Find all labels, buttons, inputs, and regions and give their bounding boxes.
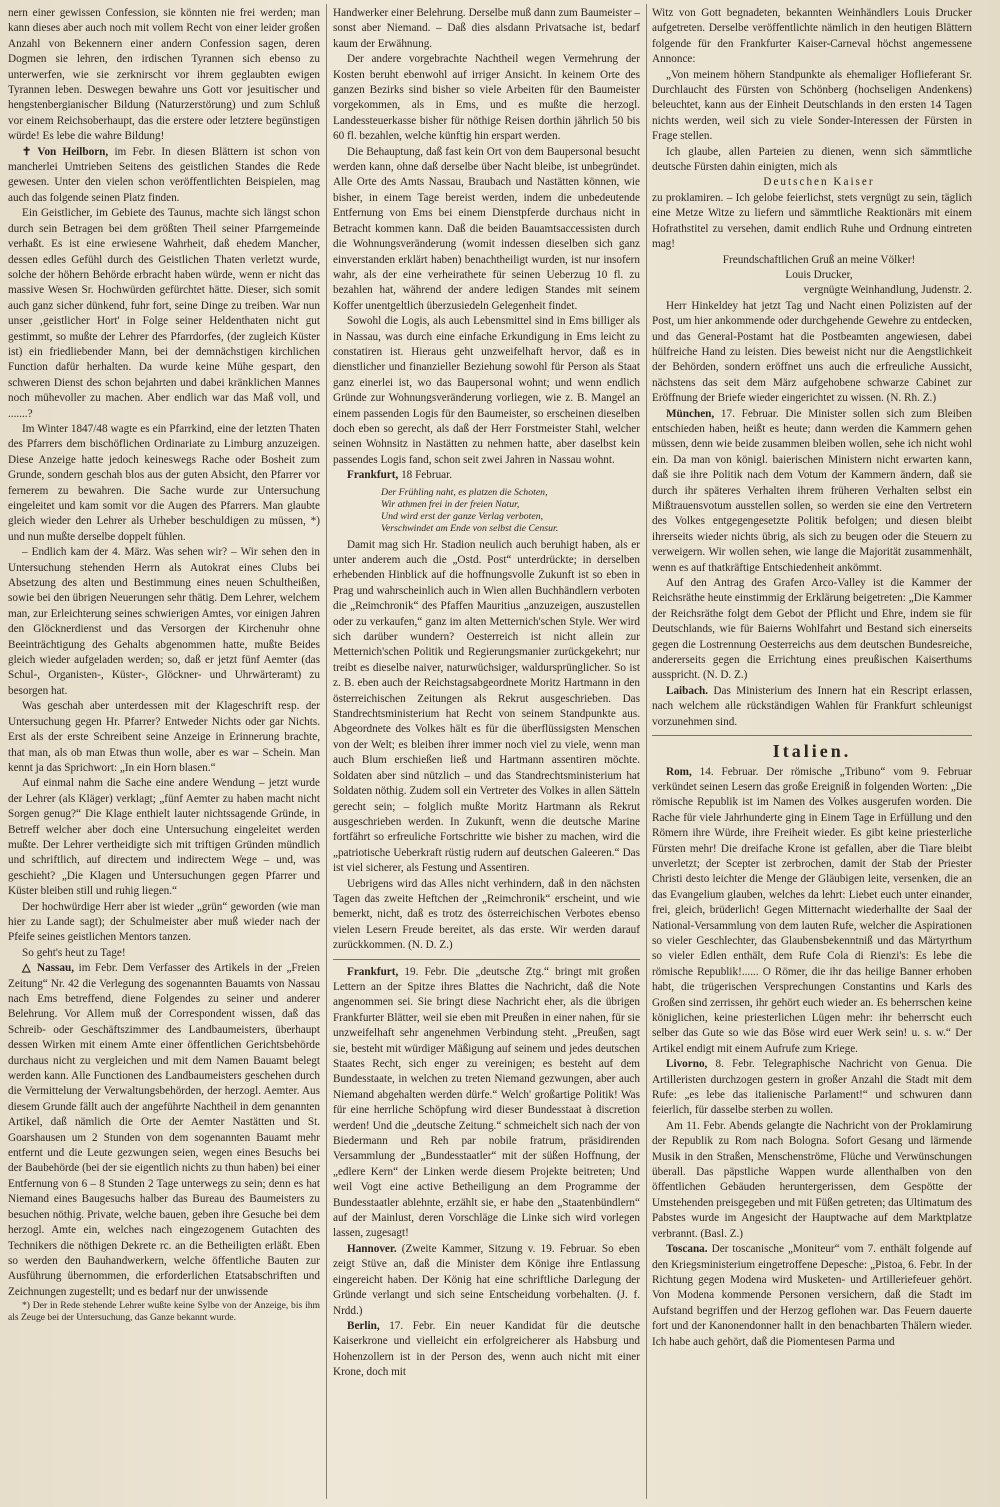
article-paragraph — [652, 253, 972, 268]
paragraph-text: (Zweite Kammer, Sitzung v. 19. Februar. So eben zeigt Stüve an, daß die Minister dem Könige ihre Entlassung eingereicht haben. Der König hat eine schriftliche Darlegung der Gründe verlangt und sich seine Entscheidung vorbehalten. (J. f. Nrdd.) — [333, 1242, 640, 1317]
paragraph-text: im Febr. Dem Verfasser des Artikels in der „Freien Zeitung“ Nr. 42 die Verlegung des sogenannten Bauamts von Nassau nach Ems betreffend, diene Folgendes zu seiner und anderer Belehrung. Vor Allem muß der Correspondent wissen, daß das Schreib- oder Geschäftszimmer des Landbaumeisters, überhaupt dessen Wirken mit einem Amte einer öffentlichen Gerichtsbehörde durchaus nicht zu vergleichen und mit dem Namen Bauamt belegt werden kann. Alle Functionen des Landbaumeisters geschehen durch die Vermittelung der Verwaltungsbehörden, der herzogl. Aemter. Aus diesem Grunde fällt auch der angeführte Nachtheil in dem genannten Artikel, daß nämlich die Orte der Aemter Nastätten und St. Goarshausen um 2 Stunden von dem sogenannten Bauamt mehr entfernt und die Leute gezwungen seien, wegen eines Besuchs bei der Baubehörde (bei der sie eigentlich nichts zu thun haben) bei einer Entfernung von 6 – 8 Stunden 2 Tage unterwegs zu sein; denn es hat Niemand eines Baugesuchs halber das Bureau des Baumeisters zu besuchen nöthig. Private, welche bauen, geben ihre Gesuche bei dem herzogl. Amte ein, welches nach eingezogenem Gutachten des Technikers die nöthigen Dekrete rc. an die Betheiligten erläßt. Eben so werden den Bauhandwerkern, welche öffentliche Bauten zur Ausführung übernommen, die erforderlichen Etatsabschriften und Zeichnungen zugestellt; und es bedarf nur der unwissende — [8, 962, 320, 1298]
article-paragraph — [333, 538, 640, 877]
poem-line: Der Frühling naht, es platzen die Schoten, — [381, 486, 548, 498]
paragraph-text: zu proklamiren. – Ich gelobe feierlichst, stets vergnügt zu sein, täglich eine Metze Witze zu liefern und sämmtliche Reaktionärs mit einem Hofrathstitel zu versehen, damit endlich Ruhe und Ordnung eintreten mag! — [652, 191, 972, 251]
paragraph-text: Louis Drucker, — [785, 268, 853, 281]
dateline: Rom, — [666, 765, 692, 778]
article-paragraph-with-dateline — [333, 468, 640, 483]
article-paragraph — [333, 6, 640, 52]
paragraph-text: – Endlich kam der 4. März. Was sehen wir? – Wir sehen den in Untersuchung stehenden Herrn als Autokrat eines Clubs bei Absetzung des alten und Bestimmung eines neuen Schultheißen, sowie bei den übrigen Neuerungen sehr thätig. Dem Lehrer, welchem man, zur Erleichterung seines schwierigen Amtes, vor einigen Jahren den Glöcknerdienst und das Versorgen der Kirchenuhr ohne Beeinträchtigung des Gehalts abgenommen hatte, mußte Beides gleich wieder aufgeladen werden; so, daß er jetzt fünf Aemter (das Schul-, Organisten-, Küster-, Glöckner- und Uhrwärteramt) zu besorgen hat. — [8, 546, 320, 697]
column-divider — [326, 4, 327, 1499]
article-paragraph — [8, 946, 320, 961]
paragraph-text: Sowohl die Logis, als auch Lebensmittel sind in Ems billiger als in Nassau, was durch eine einfache Erkundigung in Ems leicht zu constatiren ist. Hieraus geht unzweifelhaft hervor, daß es in dienstlicher und finanzieller Beziehung sowohl für Person als Staat ganz einerlei ist, wo das Baupersonal wohnt; und wenn endlich Gründe zur Wohnungsveränderung vorliegen, wie z. B. Mangel an einem passenden Logis für den Baumeister, so erscheinen dieselben doch eben so gerecht, als daß der Herr Forstmeister Stahl, welcher seinen Wohnsitz in Nastätten zu nehmen hatte, aber daselbst kein passendes Logis fand, schon seit zwei Jahren in Nassau wohnt. — [333, 315, 640, 466]
paragraph-text: Auf einmal nahm die Sache eine andere Wendung – jetzt wurde der Lehrer (als Kläger) verklagt; „fünf Aemter zu haben macht nicht Sorgen genug?“ Die Klage enthielt lauter nichtssagende Gründe, in Betreff welcher aber doch eine Untersuchung eingeleitet werden mußte. Der Lehrer vertheidigte sich mit triftigen Gründen mündlich und schriftlich, auf directem und indirectem Wege – und, was geschieht? „Die Klagen und Untersuchungen gegen Pfarrer und Küster bleiben still und ruhig liegen.“ — [8, 777, 320, 898]
article-paragraph — [652, 145, 972, 176]
paragraph-text: Im Winter 1847/48 wagte es ein Pfarrkind, eine der letzten Thaten des Pfarrers dem bischöflichen Ordinariate zu Limburg anzuzeigen. Diese Anzeige hatte jedoch keineswegs Rache oder Bosheit zum Grunde, sondern geschah blos aus der guten Absicht, den Pfarrer vor fernerem zu bewahren. Die Sache wurde zur Untersuchung eingeleitet und kam somit vor die Augen des Pfarrers. Man glaubte gleich wieder den Lehrer als Urheber beschuldigen zu müssen, *) und nun mußte derselbe doppelt fühlen. — [8, 422, 320, 543]
paragraph-text: Italien. — [772, 741, 852, 762]
paragraph-text: 19. Febr. Die „deutsche Ztg.“ bringt mit großen Lettern an der Spitze ihres Blattes die Nachricht, daß die Note angenommen sei. Sie bringt diese Nachricht eher, als die übrigen Frankfurter Blätter, weil sie eben mit Preußen in einer nahen, für sie unzweifelhaft sehr angenehmen Verbindung steht. „Preußen, sagt sie, besteht mit würdiger Mäßigung auf seinem und jedes deutschen Staates Recht, sich enger zu vereinigen; es besteht auf dem Bundesstaate, in welchen zu treten Niemand gezwungen, aber auch Niemand abgehalten werden dürfe.“ Welch' großartige Politik! Was für eine herrliche Schöpfung wird dieser Bundesstaat à discretion werden! Und die „deutsche Zeitung.“ schmeichelt sich nach der von Biedermann und Reh par nobile fratrum, präsidirenden Versammlung der „Bundesstaatler“ mit der süßen Hoffnung, der „edlere Kern“ der Linken werde diesem Projekte beitreten; Und weil Vogt eine active Betheiligung an dem Programme der Bundesstaatler ablehnte, erzählt sie, er habe den „Staatenbündlern“ auf der Mainlust, deren Vorschläge die Linke sich wird vorlegen lassen, zugesagt! — [333, 965, 640, 1240]
paragraph-text: Handwerker einer Belehrung. Derselbe muß dann zum Baumeister – sonst aber Niemand. – Daß dies alsdann Privatsache ist, bedarf kaum der Erwähnung. — [333, 7, 640, 50]
paragraph-text: 17. Februar. Die Minister sollen sich zum Bleiben entschieden haben, heißt es heute; dann werden die Kammern gehen müssen, denn wie beide zusammen bleiben wollen, sehe ich nicht wohl ein. Da man von königl. baierischen Ministern nicht erwarten kann, daß sie ihre Politik nach dem Votum der Kammern ändern, daß sie durch ihr späteres Verhalten ihrem früheren Verhalten selbst ein Mißtrauensvotum ausstellen sollen, so werden sie eine den Vertretern des Volkes entgegengesetzte Politik befolgen; und diesen bleibt ihrerseits wieder nichts übrig, als sich zu beugen oder die Steuern zu verweigern. Wir wollen sehen, wie lange die Majorität zusammenhält, wenn es auf thatkräftige Entschiedenheit ankömmt. — [652, 407, 972, 574]
article-paragraph-with-dateline — [8, 961, 320, 1300]
article-paragraph — [652, 283, 972, 298]
paragraph-text: So geht's heut zu Tage! — [22, 946, 126, 959]
article-paragraph — [8, 6, 320, 145]
paragraph-text: Freundschaftlichen Gruß an meine Völker! — [722, 253, 916, 266]
article-paragraph-with-dateline — [652, 1057, 972, 1119]
paragraph-text: Ein Geistlicher, im Gebiete des Taunus, machte sich längst schon durch sein Betragen bei dem größten Theil seiner Pfarrgemeinde verhaßt. Es ist eine erwiesene Wahrheit, daß ehedem Mancher, dessen edles Gefühl durch des Geistlichen Thaten verletzt wurde, solche der höhern Behörde erbracht haben würde, wenn er nicht das massive Wesen Sr. Hochwürden gefürchtet hätte. Dieser, sich somit auch ganz sicher dünkend, fuhr fort, seine Dinge zu treiben. War nun unser ‚geistlicher Hort' in Folge seiner Heldenthaten nicht gut gestimmt, so mußte der Lehrer des Pfarrdorfes, (der zugleich Küster ist) ein friedliebender Mann, bei der demnächstigen kirchlichen Function dafür herhalten. Da wurde keine Mühe gespart, den schweren Dienst des schon bejahrten und dabei kränklichen Mannes noch mühevoller zu machen. Aber endlich war das Maß voll, und .......? — [8, 207, 320, 420]
poem-line: Wir athmen frei in der freien Natur, — [381, 498, 520, 510]
paragraph-text: *) Der in Rede stehende Lehrer wußte keine Sylbe von der Anzeige, bis ihm als Zeuge bei der Untersuchung, das Ganze bekannt wurde. — [8, 1300, 320, 1324]
column-2 — [333, 6, 640, 1381]
article-paragraph — [333, 52, 640, 144]
paragraph-text: Uebrigens wird das Alles nicht verhindern, daß in den nächsten Tagen das zweite Heftchen der „Reimchronik“ erscheint, und wie bemerkt, nicht, daß es trotz des österreichischen Verbotes ebenso vielen Lesern Freude bereitet, als das erste. Wir werden darauf zurückkommen. (N. D. Z.) — [333, 877, 640, 952]
article-paragraph — [652, 68, 972, 145]
paragraph-text: Am 11. Febr. Abends gelangte die Nachricht von der Proklamirung der Republik zu Rom nach Bologna. Sofort Gesang und lärmende Musik in den Straßen, Menschenströme, Flüche und Verwünschungen überall. Das päpstliche Wappen wurde allenthalben von den öffentlichen Gebäuden heruntergerissen, dem Gespötte der Umstehenden preisgegeben und mit Füßen getreten; das Ultimatum des Pabstes wurde im Angesicht der Hauptwache auf dem Marktplatze verbrannt. (Basl. Z.) — [652, 1119, 973, 1240]
article-paragraph — [333, 877, 640, 954]
column-3 — [652, 6, 972, 1350]
article-paragraph-with-dateline — [652, 765, 972, 1058]
article-paragraph — [333, 145, 640, 314]
article-paragraph-with-dateline — [333, 965, 640, 1242]
paragraph-text: im Febr. In diesen Blättern ist schon von mancherlei Umtrieben Seitens des geistlichen Standes die Rede gewesen. Unter den vielen schon veröffentlichten Beispielen, mag auch das folgende seinen Platz finden. — [8, 145, 320, 204]
article-paragraph-with-dateline — [333, 1242, 640, 1319]
dateline: Toscana. — [666, 1243, 708, 1256]
article-paragraph — [652, 576, 972, 684]
paragraph-text: Witz von Gott begnadeten, bekannten Weinhändlers Louis Drucker aufgetreten. Derselbe veröffentlichte nämlich in den heutigen Blättern folgende für den Frankfurter Kaiser-Carneval höchst angemessene Annonce: — [652, 7, 972, 66]
paragraph-text: vergnügte Weinhandlung, Judenstr. 2. — [803, 284, 972, 297]
article-paragraph-with-dateline — [652, 407, 972, 576]
paragraph-text: 8. Febr. Telegraphische Nachricht von Genua. Die Artilleristen durchzogen gestern in großer Anzahl die Stadt mit dem Rufe: „es lebe das italienische Parlament!“ und schwuren dann feierlich, für dasselbe sterben zu wollen. — [652, 1058, 972, 1117]
paragraph-text: 18 Februar. — [398, 469, 453, 482]
article-paragraph — [652, 1119, 972, 1242]
article-separator — [333, 959, 640, 960]
paragraph-text: Ich glaube, allen Parteien zu dienen, wenn sich sämmtliche deutsche Fürsten dahin einigten, mich als — [652, 145, 972, 174]
section-heading — [652, 741, 972, 762]
article-paragraph — [652, 175, 972, 190]
paragraph-text: Was geschah aber unterdessen mit der Klageschrift resp. der Untersuchung gegen Hr. Pfarrer? Entweder Nichts oder gar Nichts. Erst als der erste Schreibent seine Anzeige in Erinnerung brachte, that man, als ob man Etwas thun wolle, aber es war – Schein. Man kennt ja das Sprichwort: „In ein Horn blasen.“ — [8, 700, 320, 774]
poem-line: Verschwindet am Ende von selbst die Censur. — [381, 522, 559, 534]
dateline: Berlin, — [347, 1319, 380, 1332]
paragraph-text: Der hochwürdige Herr aber ist wieder „grün“ geworden (wie man hier zu Lande sagt); der Schulmeister aber muß wieder nach der Pfeife seines geistlichen Mentors tanzen. — [8, 900, 320, 944]
paragraph-text: nern einer gewissen Confession, sie könnten nie frei werden; man kann dieses aber auch noch mit vollem Recht von einer leider großen Anzahl von Bekennern einer andern Confession sagen, deren Dogmen sie lehren, den irdischen Tyrannen sich ebenso zu unterwerfen, wie sie zerknirscht vor ihrem geglaubten ewigen Tyrannen leben. Deswegen bewahre uns Gott vor jesuitischer und hengstenbergianischer Bildung (Naturzerstörung) und zum Schluß vor einem Reichsoberhaupt, das die erstere oder letztere begünstigen würde! Es lebe die wahre Bildung! — [8, 7, 320, 143]
article-paragraph — [8, 206, 320, 422]
column-divider — [646, 4, 647, 1499]
paragraph-text: Herr Hinkeldey hat jetzt Tag und Nacht einen Polizisten auf der Post, um hier ankommende oder durchgehende Gewehre zu entdecken, und das General-Postamt hat die Postbeamten angewiesen, dabei hülfreiche Hand zu leisten. Dies beweist nicht nur die Aengstlichkeit der Behörden, sondern eröffnet uns auch die erfreuliche Aussicht, nächstens das seit dem März aufgehobene schwarze Cabinet zur Eröffnung der Briefe wieder eingerichtet zu wissen. (N. Rh. Z.) — [652, 299, 972, 405]
paragraph-text: Deutschen Kaiser — [763, 176, 875, 189]
dateline: ✝ Von Heilborn, — [22, 145, 109, 158]
article-paragraph-with-dateline — [333, 1319, 640, 1381]
article-paragraph — [652, 268, 972, 283]
paragraph-text: 14. Februar. Der römische „Tribuno“ vom 9. Februar verkündet seinen Lesern das große Ereigniß in folgenden Worten: „Die römische Republik ist im Namen des Volkes ausgerufen worden. Die Rache für viele Jahrhunderte ging in Einem Tage in Erfüllung und den Römern ihre Würde, ihre Freiheit wieder. Es gibt keine priesterliche Fürsten mehr! Die dreifache Krone ist gefallen, aber die Tiare bleibt unverletzt; der Scepter ist zerbrochen, damit der Stab der Priester Christi desto leichter die Menge der Gläubigen leite, versenken, die an das Evangelium glauben, welches da lehrt: Liebet euch unter einander, frei, gleich, brüderlich! Gegen Mitternacht wiederhallte der Saal der National-Versammlung von dem lauten Rufe, welcher die Aspirationen so vieler Geschlechter, das Glaubensbekenntniß und das Märtyrthum so vieler Edlen enthält, dem Rufe Cola di Rienzi's: Es lebe die römische Republik!...... O Römer, die ihr das heilige Banner erhoben habt, die trügerischen Versprechungen Constantins und Karls des Großen sind zerrissen, ihr gehört euch wieder an. Es beherrschen keine königlichen, keine priesterlichen Lügen mehr: ihr beherrscht euch selber das Gute so wie das Böse wird euer Werk sein! u. s. w.“ Der Artikel endigt mit einem Aufrufe zum Kriege. — [652, 765, 972, 1055]
dateline: Hannover. — [347, 1242, 397, 1255]
dateline: Frankfurt, — [347, 965, 399, 978]
article-paragraph — [652, 299, 972, 407]
dateline: Laibach. — [666, 684, 708, 697]
article-separator — [652, 735, 972, 736]
dateline: Livorno, — [666, 1058, 708, 1071]
paragraph-text: Auf den Antrag des Grafen Arco-Valley ist die Kammer der Reichsräthe heute einstimmig der Erklärung beigetreten: „Die Kammer der Reichsräthe folgt dem Gebot der Pflicht und Ehre, indem sie für Deutschlands, wie für Baierns Wohlfahrt und Bestand sich einerseits gegen die Lostrennung Oesterreichs aus dem deutschen Bundesreiche, andererseits gegen die Errichtung eines preußischen Kaiserthums ausspricht. (N. D. Z.) — [652, 577, 972, 682]
article-paragraph-with-dateline — [8, 145, 320, 207]
paragraph-text: Der andere vorgebrachte Nachtheil wegen Vermehrung der Kosten beruht ebenwohl auf irriger Ansicht. In keinem Orte des ganzen Bezirks sind bisher so viele Arbeiten für den Baumeister vorgekommen, als in Ems, und es mußte die herzogl. Landessteuerkasse bisher für nöthige Reisen dorthin jährlich 50 bis 60 fl. bezahlen, welche künftig hin erspart werden. — [333, 53, 640, 143]
article-paragraph — [8, 545, 320, 699]
poem-line: Und wird erst der ganze Verlag verboten, — [381, 510, 544, 522]
article-paragraph — [8, 776, 320, 899]
article-paragraph-with-dateline — [652, 684, 972, 730]
article-paragraph — [8, 422, 320, 545]
paragraph-text: 17. Febr. Ein neuer Kandidat für die deutsche Kaiserkrone und vielleicht ein erfolgreicherer als Habsburg und Hohenzollern ist in der Person des, wenn auch nicht mit einer Krone, doch mit — [333, 1319, 640, 1379]
article-paragraph — [652, 191, 972, 253]
dateline: München, — [666, 407, 715, 420]
column-1 — [8, 6, 320, 1324]
paragraph-text: Damit mag sich Hr. Stadion neulich auch beruhigt haben, als er unter anderem auch die „Ostd. Post“ unterdrückte; in derselben erhebenden Hinblick auf die hoffnungsvolle Zukunft ist so eben in Prag und wahrscheinlich auch in Wien allen Buchhändlern verboten die „Reimchronik“ des Pfaffen Mauritius „anzuzeigen, auszustellen oder zu verkaufen,“ ganz im alten Metternich'schen Style. Wer wird sich darüber wundern? Oesterreich ist nicht allein zur Metternich'schen Politik und Regierungsmanier zurückgekehrt; nur treibt es dieselbe naiver, naturwüchsiger, waldursprünglicher. So ist z. B. eben auch der Reichstagsabgeordnete Moritz Hartmann in den österreichischen Zeitungen als Rekrut ausgeschrieben. Das Standrechtsministerium hat Recht von seinem Standpunkte aus. Abgeordnete des Volkes hält es für die überflüssigsten Menschen von der Welt; es bleiben ihrer immer noch viel zu viele, wenn man auch Blum erschießen ließ und Hartmann assentiren möchte. Soldaten aber sind nützlich – und das Standrechtsministerium hat Soldaten nöthig. Zudem soll ein Vertreter des Volkes in allen Sätteln gerecht sein; – folglich mußte Moritz Hartmann als Rekrut ausgeschrieben werden. In Zukunft, wenn die deutsche Marine fortfährt so erfreuliche Fortschritte wie bisher zu machen, wird die „patriotische Ueberkraft rüstig rudern auf deutschen Galeeren.“ Das ist viel sicherer, als Festung und Assentiren. — [333, 538, 640, 875]
dateline: Frankfurt, — [347, 469, 399, 482]
article-paragraph — [333, 314, 640, 468]
poem — [381, 487, 640, 535]
dateline: △ Nassau, — [22, 962, 75, 975]
paragraph-text: Die Behauptung, daß fast kein Ort von dem Baupersonal besucht werden kann, ohne daß derselbe über Nacht bleibe, ist unbegründet. Alle Orte des Amts Nassau, Braubach und Nastätten können, wie bisher, in einem Tage bereist werden, indem die unbedeutende Entfernung von Ems bei einem Dienstpferde durchaus nicht in Betracht kommen kann. Daß die beiden Bauamtsaccessisten durch die Wohnungsveränderung (womit indessen dieselben sich ganz einverstanden erklärt haben) benachtheiligt wurden, ist nur insofern wahr, als der eine verheirathete für seinen Ueberzug 10 fl. zu bezahlen hat, während der andere ledigen Standes mit seinem Koffer unentgeltlich überzusiedeln Gelegenheit findet. — [333, 145, 640, 312]
article-paragraph-with-dateline — [652, 1242, 972, 1350]
paragraph-text: „Von meinem höhern Standpunkte als ehemaliger Hoflieferant Sr. Durchlaucht des Fürsten von Schönberg (hochseligen Andenkens) beleuchtet, kann aus der Einheit Deutschlands in den ersten 14 Tagen nichts werden, weil sich zu viele Sonder-Interessen der Fürsten in Frage stellen. — [652, 68, 972, 143]
article-paragraph — [652, 6, 972, 68]
article-paragraph — [8, 900, 320, 946]
paragraph-text: Der toscanische „Moniteur“ vom 7. enthält folgende auf den Kriegsministerium eingetroffene Depesche: „Pistoa, 6. Febr. In der Richtung gegen Modena wird Musketen- und Artilleriefeuer gehört. Von Modena kommende Personen versichern, daß die Stadt im Aufstand begriffen und der Herzog geflohen war. Das Feuern dauerte fort und der Kanonendonner hallt in den benachbarten Thälern wieder. Ich habe auch gehört, daß die Piomentesen Parma und — [652, 1243, 972, 1348]
paragraph-text: Das Ministerium des Innern hat ein Rescript erlassen, nach welchem alle rückständigen Wahlen für Frankfurt schleunigst vorzunehmen sind. — [652, 684, 972, 728]
article-paragraph — [8, 699, 320, 776]
footnote — [8, 1300, 320, 1324]
